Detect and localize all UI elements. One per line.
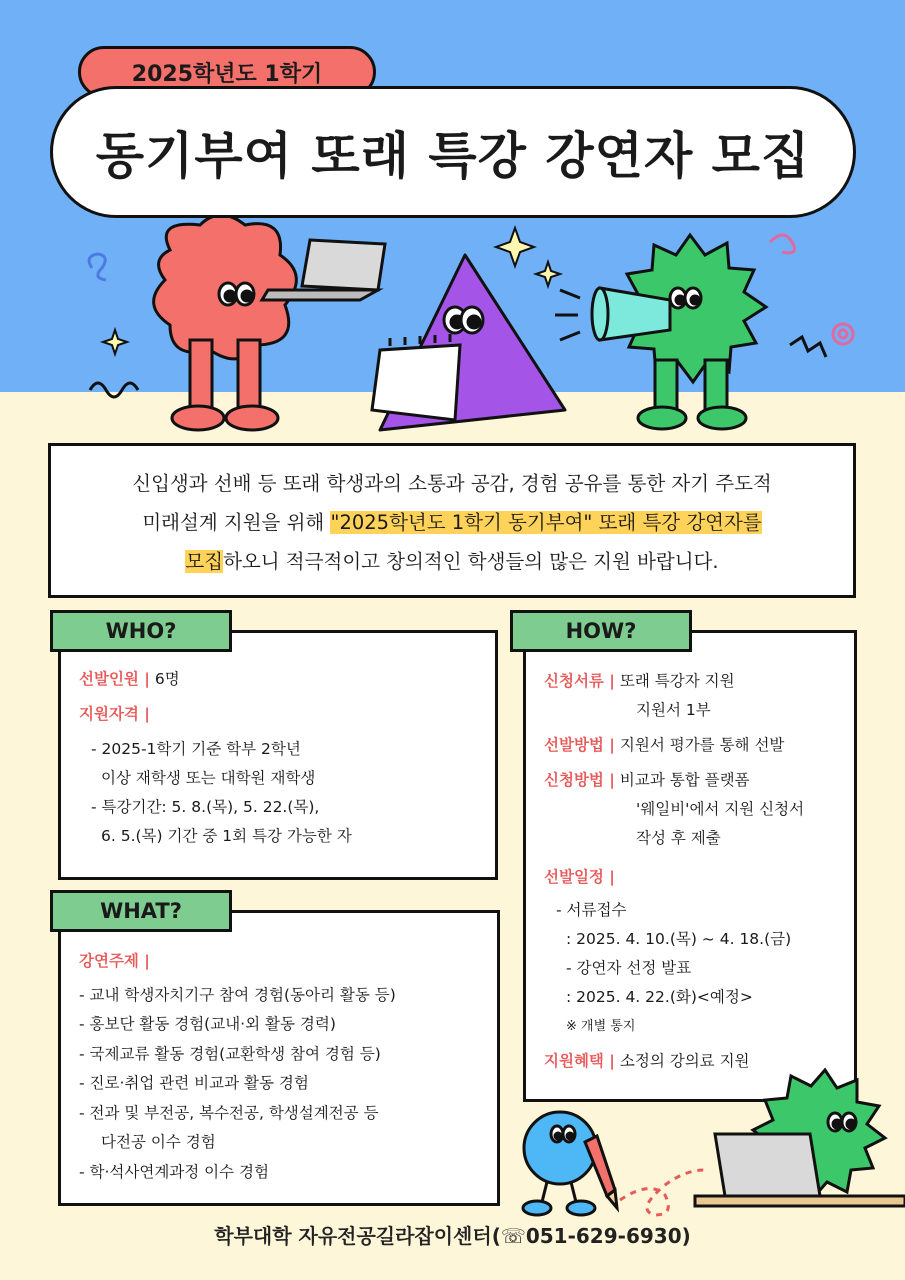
select-value: 지원서 평가를 통해 선발 [619,736,785,754]
topic-item: 다전공 이수 경험 [101,1133,216,1151]
qual-item: 이상 재학생 또는 대학원 재학생 [101,769,316,787]
count-value: 6명 [154,670,180,688]
intro-line-2-text: 미래설계 지원을 위해 [142,511,331,534]
docs-value-2: 지원서 1부 [636,701,711,719]
topic-item: - 학·석사연계과정 이수 경험 [79,1162,270,1181]
docs-label: 신청서류 | [544,672,615,690]
qual-label: 지원자격 | [79,705,150,723]
schedule-item: - 강연자 선정 발표 [566,959,692,977]
what-heading: WHAT? [50,890,232,932]
flower-character-icon [154,215,297,430]
schedule-item: : 2025. 4. 22.(화)<예정> [566,988,753,1006]
benefit-value: 소정의 강의료 지원 [619,1052,750,1070]
schedule-label: 선발일정 | [544,868,615,886]
qual-item: - 2025-1학기 기준 학부 2학년 [91,740,301,758]
page-title: 동기부여 또래 특강 강연자 모집 [50,86,856,218]
footer-contact: 학부대학 자유전공길라잡이센터(☏051-629-6930) [214,1224,691,1248]
apply-value-3: 작성 후 제출 [636,829,721,847]
schedule-note: ※ 개별 통지 [566,1019,636,1034]
topic-item: - 진로·취업 관련 비교과 활동 경험 [79,1074,309,1092]
select-label: 선발방법 | [544,736,615,754]
apply-value: 비교과 통합 플랫폼 [619,771,750,789]
docs-value: 또래 특강자 지원 [619,672,735,690]
intro-highlight-recruit: 모집 [185,550,224,573]
intro-box [48,443,856,598]
intro-line-3-text: 하오니 적극적이고 창의적인 학생들의 많은 지원 바랍니다. [223,550,719,573]
apply-value-2: '웨일비'에서 지원 신청서 [636,800,805,818]
count-label: 선발인원 | [79,670,150,688]
bottom-illustration [505,1060,905,1240]
topic-item: - 홍보단 활동 경험(교내·외 활동 경력) [79,1015,336,1033]
schedule-item: - 서류접수 [556,901,627,919]
notepad-icon [372,334,460,420]
topic-label: 강연주제 | [79,952,150,970]
qual-item: 6. 5.(목) 기간 중 1회 특강 가능한 자 [101,827,352,845]
megaphone-icon [555,288,670,340]
ball-character-icon [523,1112,596,1215]
benefit-label: 지원혜택 | [544,1052,615,1070]
what-box [58,910,500,1206]
how-heading: HOW? [510,610,692,652]
qual-item: - 특강기간: 5. 8.(목), 5. 22.(목), [91,798,320,816]
who-heading: WHO? [50,610,232,652]
semester-tag: 2025학년도 1학기 [78,46,376,98]
select-row [544,731,836,760]
apply-label: 신청방법 | [544,771,615,789]
who-count-row [79,665,477,694]
docs-row [544,667,836,696]
topic-item: - 국제교류 활동 경험(교환학생 참여 경험 등) [79,1044,381,1063]
intro-line-2 [63,503,841,542]
pencil-icon [585,1136,705,1215]
who-box [58,630,498,880]
apply-row [544,766,836,795]
how-box [523,630,857,1102]
topic-item: - 전과 및 부전공, 복수전공, 학생설계전공 등 [79,1103,379,1122]
intro-highlight: "2025학년도 1학기 동기부여" 또래 특강 강연자를 [330,511,762,534]
schedule-item: : 2025. 4. 10.(목) ~ 4. 18.(금) [566,930,792,948]
intro-line-1: 신입생과 선배 등 또래 학생과의 소통과 공감, 경험 공유를 통한 자기 주도적 [132,472,772,495]
topic-item: - 교내 학생자치기구 참여 경험(동아리 활동 등) [79,985,396,1004]
intro-line-3 [63,542,841,581]
